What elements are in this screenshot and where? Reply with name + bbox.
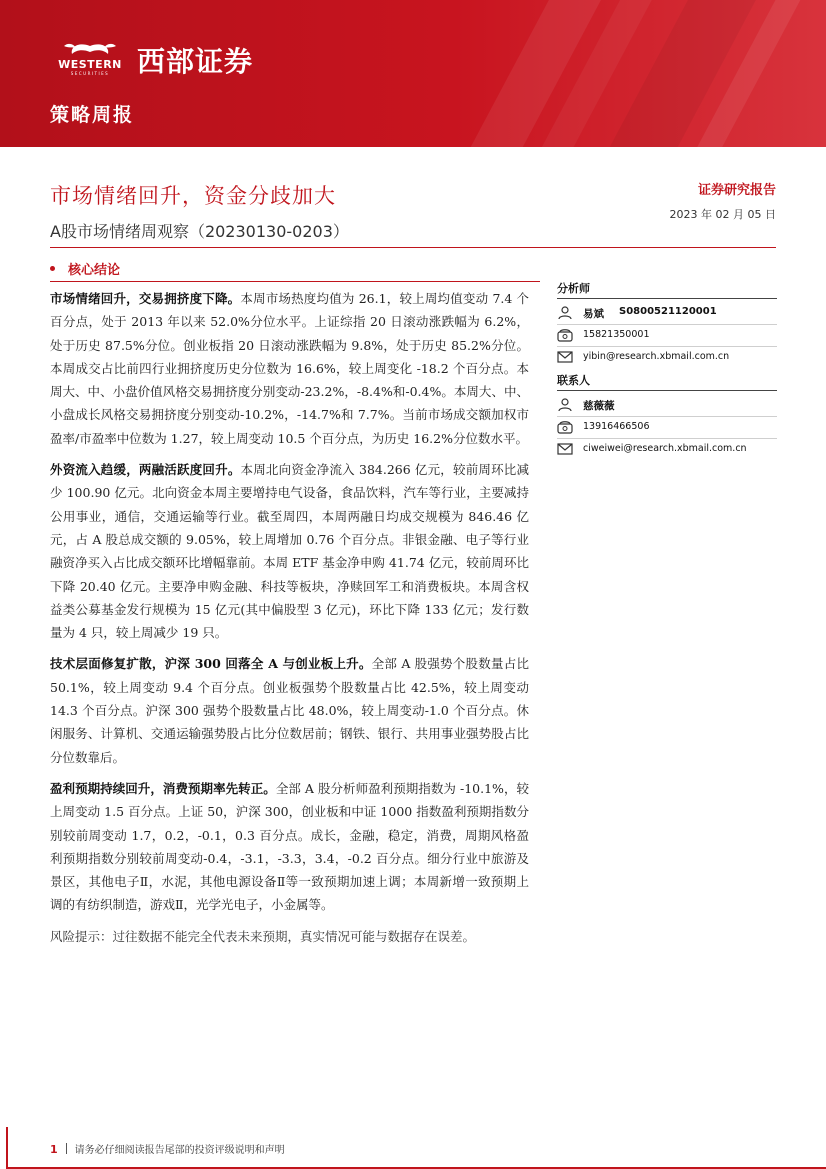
report-category: 证券研究报告 xyxy=(697,183,776,198)
contact-email[interactable]: ciweiwei@research.xbmail.com.cn xyxy=(583,443,747,454)
analyst-email-row xyxy=(557,347,777,368)
person-icon xyxy=(557,398,573,412)
contact-name: 慈薇薇 xyxy=(583,400,615,412)
logo-subtext: SECURITIES xyxy=(70,71,110,76)
paragraph xyxy=(50,458,529,644)
paragraph-text: 本周北向资金净流入 384.266 亿元，较前周环比减少 100.90 亿元。北向资金本周主要增持电气设备，食品饮料，汽车等行业，主要减持公用事业，通信，交通运输等行业。截至周四，本周两融日均成交规模为 846.46 亿元，占 A 股总成交额的 9.05%，较上周增加 0.76 个百分点。非银金融、电子等行业融资净买入占比成交额环比增幅靠前。本周 ETF 基金净申购 41.74 亿元，较前周环比下降 20.40 亿元。主要净申购金融、科技等板块，净赎回军工和消费板块。本周含权益类公募基金发行规模为 15 亿元(其中偏股型 3 亿元)，环比下降 133 亿元；发行数量为 4 只，较上周减少 19 只。 xyxy=(50,462,529,641)
analyst-name: 易斌 xyxy=(583,308,604,320)
paragraph-lead: 市场情绪回升，交易拥挤度下降。 xyxy=(50,291,241,306)
body-column xyxy=(50,287,529,948)
contact-phone-row xyxy=(557,417,777,438)
contact-email-row xyxy=(557,439,777,460)
analyst-license: S0800521120001 xyxy=(619,306,717,317)
risk-note: 风险提示：过往数据不能完全代表未来预期，真实情况可能与数据存在误差。 xyxy=(50,928,476,944)
analyst-phone-row xyxy=(557,325,777,346)
analyst-phone: 15821350001 xyxy=(583,329,650,340)
analyst-email[interactable]: yibin@research.xbmail.com.cn xyxy=(583,351,730,362)
paragraph xyxy=(50,777,529,917)
bullet-icon xyxy=(50,266,55,271)
sidebar xyxy=(557,280,777,460)
contact-heading: 联系人 xyxy=(557,372,777,391)
logo-wordmark: WESTERN xyxy=(58,58,122,71)
divider xyxy=(50,281,540,282)
section-heading-text: 核心结论 xyxy=(68,263,121,278)
report-title: 市场情绪回升，资金分歧加大 xyxy=(50,184,336,208)
header-banner xyxy=(0,0,826,147)
bull-logo-icon xyxy=(50,40,130,60)
footer-disclaimer: 请务必仔细阅读报告尾部的投资评级说明和声明 xyxy=(74,1145,285,1156)
paragraph-text: 全部 A 股强势个股数量占比 50.1%，较上周变动 9.4 个百分点。创业板强势个股数量占比 42.5%，较上周变动 14.3 个百分点。沪深 300 强势个股数量占比 48.0%，较上周变动-1.0 个百分点。休闲服务、计算机、交通运输强势股占比分位数居前；钢铁、银行、共用事业强势股占比分位数靠后。 xyxy=(50,656,529,765)
contact-name-row xyxy=(557,395,777,416)
paragraph xyxy=(50,287,529,450)
phone-icon xyxy=(557,328,573,342)
report-date: 2023 年 02 月 05 日 xyxy=(669,208,776,221)
phone-icon xyxy=(557,420,573,434)
report-subtitle: A股市场情绪周观察（20230130-0203） xyxy=(50,222,349,241)
mail-icon xyxy=(557,442,573,456)
analyst-name-row xyxy=(557,303,777,324)
footer-separator xyxy=(66,1143,67,1154)
paragraph-lead: 外资流入趋缓，两融活跃度回升。 xyxy=(50,462,241,478)
person-icon xyxy=(557,306,573,320)
company-logo xyxy=(50,40,130,74)
mail-icon xyxy=(557,350,573,364)
paragraph xyxy=(50,652,529,768)
paragraph-text: 本周市场热度均值为 26.1，较上周均值变动 7.4 个百分点，处于 2013 年以来 52.0%分位水平。上证综指 20 日滚动涨跌幅为 6.2%，处于历史 87.5%分位。创业板指 20 日滚动涨跌幅为 9.8%，处于历史 85.2%分位。本周成交占比前四行业拥挤度历史分位数为 16.6%，较上周变化 -18.2 个百分点。本周大、中、小盘价值风格交易拥挤度分别变动-23.2%，-8.4%和-0.4%。本周大、中、小盘成长风格交易拥挤度分别变动-10.2%，-14.7%和 7.7%。当前市场成交额加权市盈率/市盈率中位数为 1.27，较上周变动 10.5 个百分点，为历史 16.2%分位数水平。 xyxy=(50,291,529,446)
report-type: 策略周报 xyxy=(50,104,135,126)
paragraph-text: 全部 A 股分析师盈利预期指数为 -10.1%，较上周变动 1.5 百分点。上证 50，沪深 300，创业板和中证 1000 指数盈利预期指数分别较前周变动 1.7，0.2，-0.1，0.3 百分点。成长，金融，稳定，消费，周期风格盈利预期指数分别较前周变动-0.4，-3.1，-3.3，3.4，-0.2 百分点。细分行业中旅游及景区，其他电子Ⅱ，水泥，其他电源设备Ⅱ等一致预期加速上调；本周新增一致预期上调的有纺织制造，游戏Ⅱ，光学光电子，小金属等。 xyxy=(50,780,529,913)
paragraph-lead: 技术层面修复扩散，沪深 300 回落全 A 与创业板上升。 xyxy=(50,656,372,672)
brand-name: 西部证券 xyxy=(137,45,254,78)
page-border-accent xyxy=(6,1127,8,1169)
page-number: 1 xyxy=(50,1143,58,1156)
divider xyxy=(50,247,776,248)
analyst-heading: 分析师 xyxy=(557,280,777,299)
page-footer xyxy=(50,1138,285,1156)
paragraph-lead: 盈利预期持续回升，消费预期率先转正。 xyxy=(50,780,276,796)
contact-phone: 13916466506 xyxy=(583,421,650,432)
